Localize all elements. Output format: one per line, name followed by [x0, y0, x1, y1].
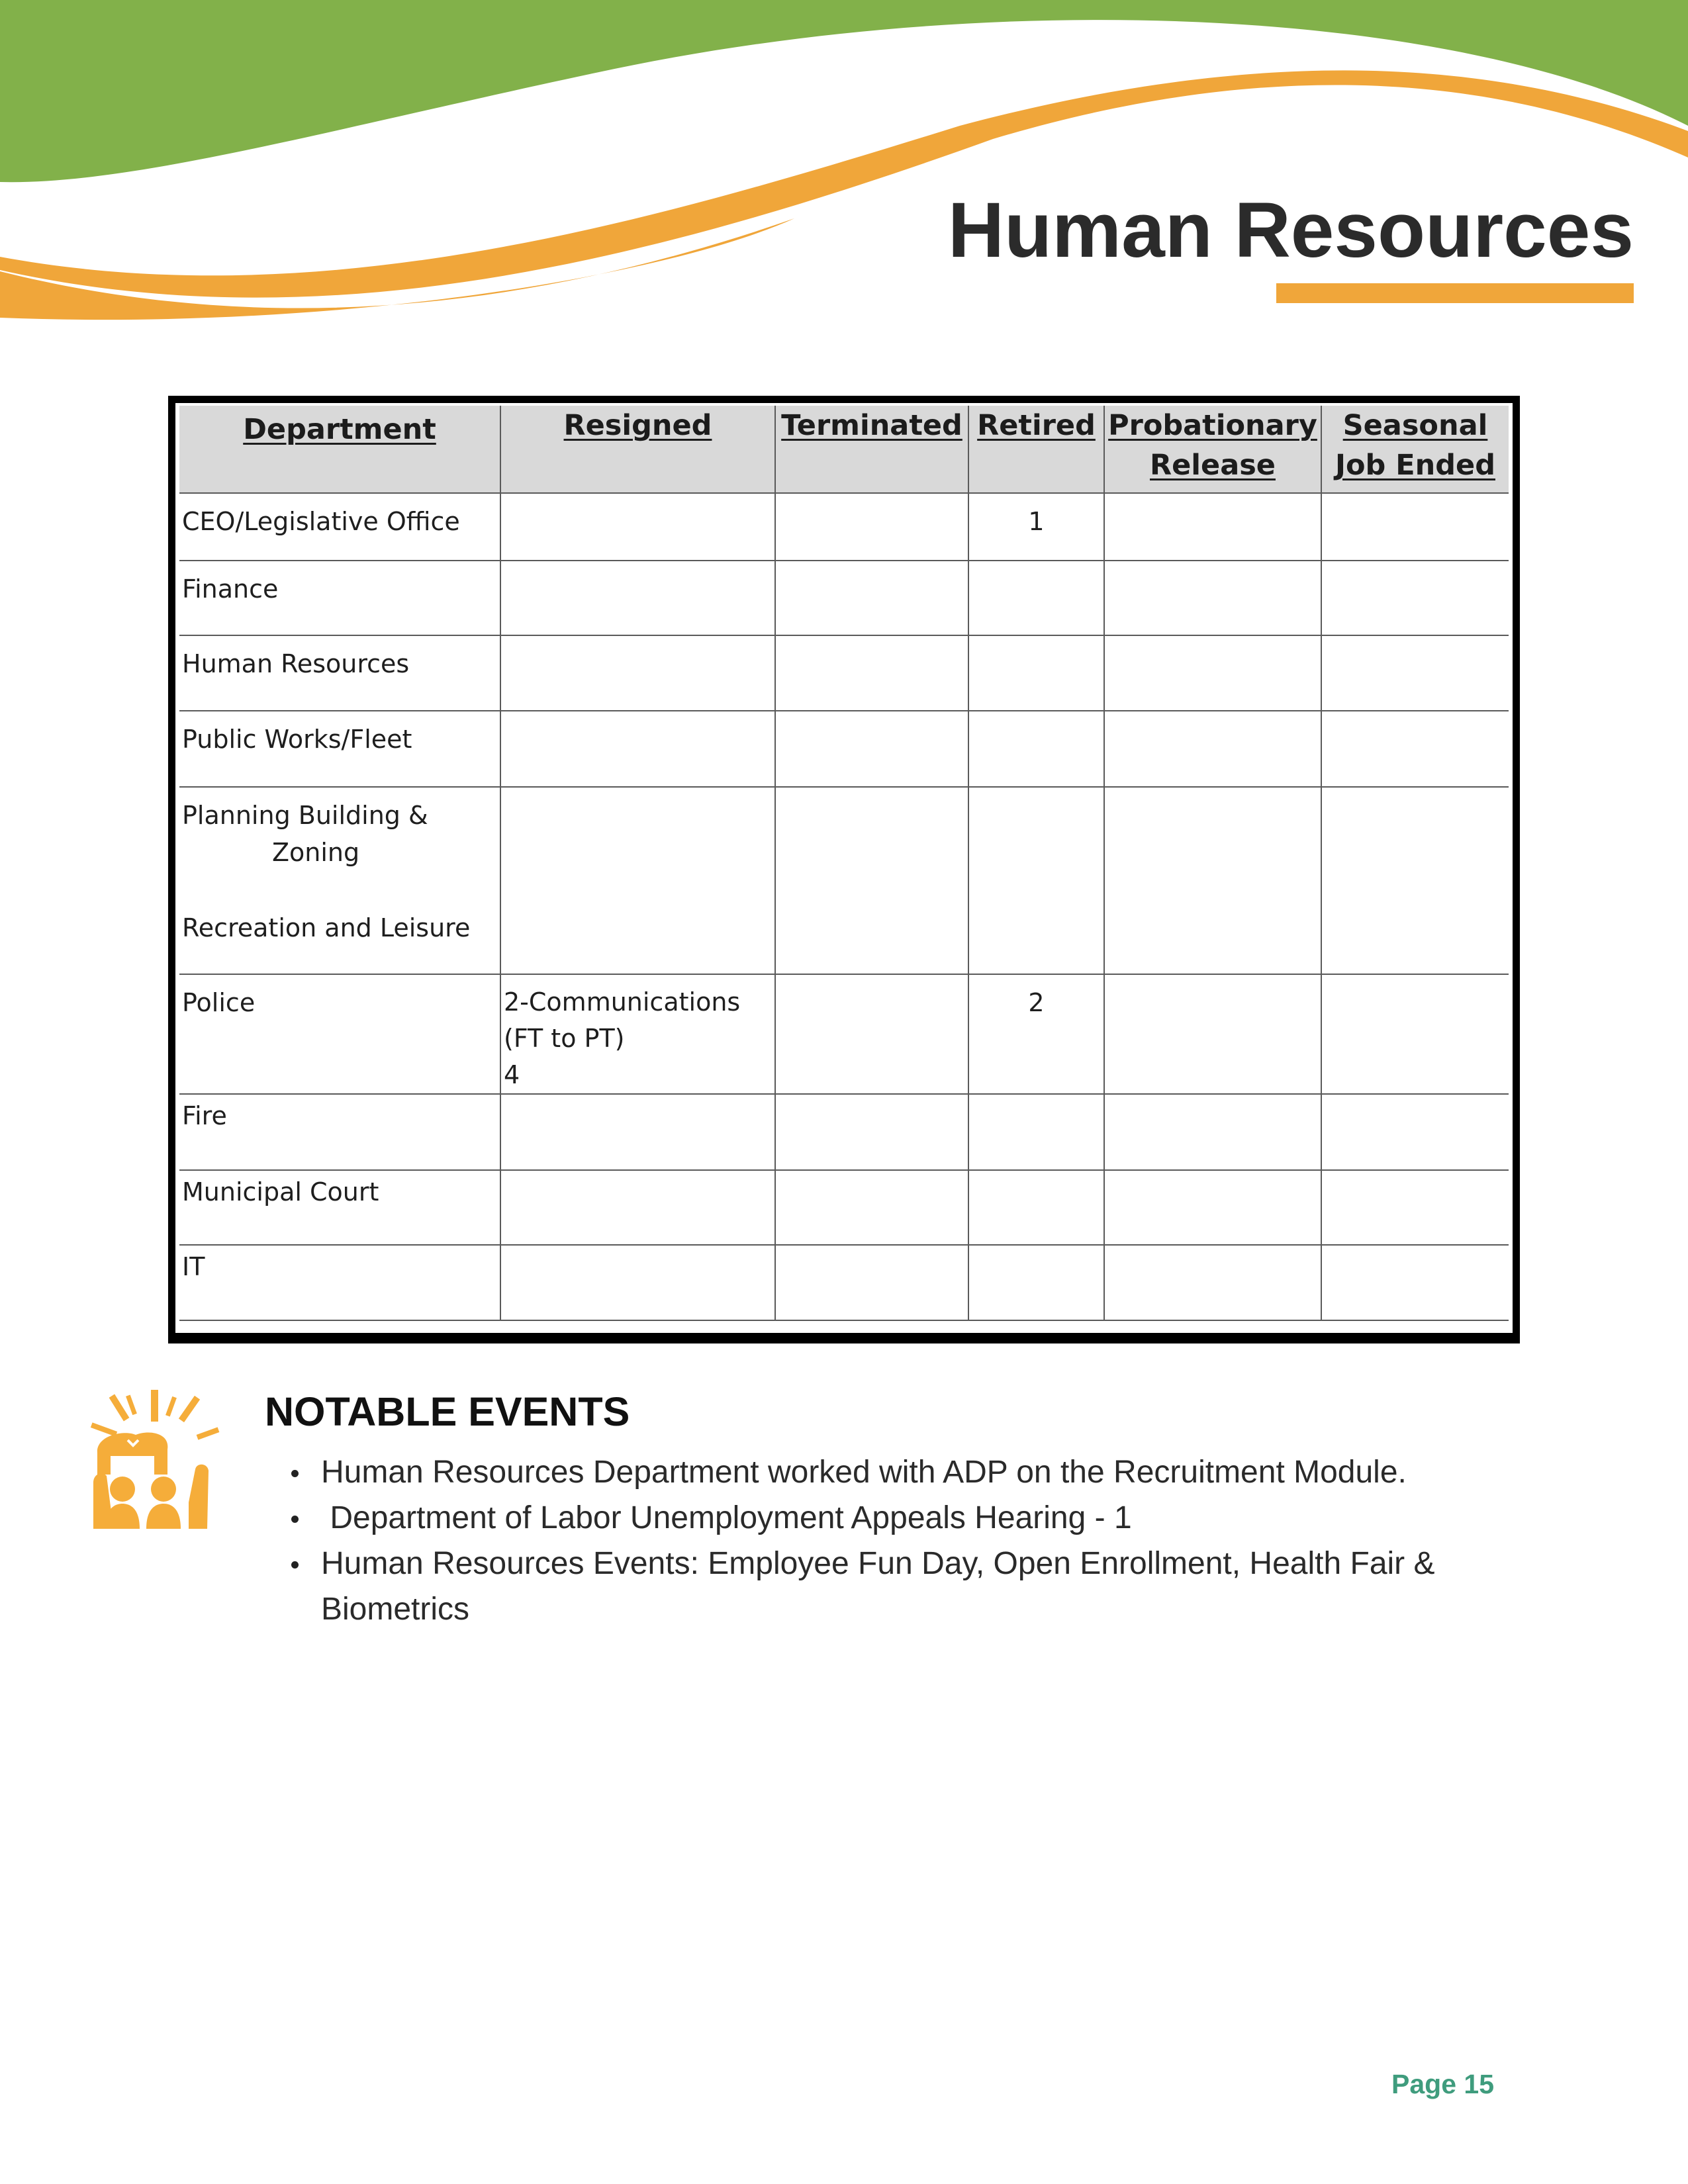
table-row [179, 1094, 1509, 1170]
resigned-cell [500, 1094, 775, 1170]
terminated-cell [775, 711, 968, 787]
retired-cell [968, 1170, 1104, 1245]
table-row [179, 635, 1509, 711]
probationary-cell [1104, 493, 1321, 561]
table-header-row [179, 406, 1509, 493]
separations-table [179, 406, 1509, 1321]
resigned-cell [500, 974, 775, 1094]
retired-cell: 1 [968, 493, 1104, 561]
seasonal-cell [1321, 1245, 1509, 1320]
page-number: Page 15 [1391, 2069, 1494, 2099]
list-item: Human Resources Events: Employee Fun Day, Open Enrollment, Health Fair & Biometrics [291, 1541, 1536, 1632]
resigned-line: 2-Communications [504, 987, 741, 1017]
department-cell: Fire [179, 1094, 500, 1170]
separations-table-frame [168, 396, 1520, 1343]
department-cell: IT [179, 1245, 500, 1320]
column-header-department: Department [179, 406, 500, 493]
seasonal-cell [1321, 635, 1509, 711]
department-cell: Police [179, 974, 500, 1094]
seasonal-cell [1321, 561, 1509, 635]
table-row [179, 787, 1509, 974]
seasonal-cell [1321, 711, 1509, 787]
probationary-cell [1104, 561, 1321, 635]
resigned-line: (FT to PT) [504, 1024, 625, 1053]
notable-events-list [291, 1449, 1536, 1632]
resigned-cell [500, 635, 775, 711]
table-row [179, 1170, 1509, 1245]
department-line: Zoning [272, 838, 360, 867]
resigned-cell [500, 493, 775, 561]
celebration-people-icon [89, 1390, 222, 1529]
seasonal-cell [1321, 1094, 1509, 1170]
terminated-cell [775, 1094, 968, 1170]
column-header-seasonal-job-ended: Seasonal Job Ended [1321, 406, 1509, 493]
probationary-cell [1104, 1094, 1321, 1170]
retired-cell [968, 787, 1104, 974]
department-cell: Human Resources [179, 635, 500, 711]
department-line: Planning Building & [182, 801, 428, 830]
terminated-cell [775, 635, 968, 711]
resigned-cell [500, 787, 775, 974]
retired-cell [968, 1245, 1104, 1320]
column-header-terminated: Terminated [775, 406, 968, 493]
terminated-cell [775, 561, 968, 635]
resigned-line: 4 [504, 1060, 520, 1089]
department-cell: Finance [179, 561, 500, 635]
department-cell: CEO/Legislative Office [179, 493, 500, 561]
probationary-cell [1104, 974, 1321, 1094]
seasonal-cell [1321, 493, 1509, 561]
page-title: Human Resources [947, 187, 1634, 274]
list-item: Human Resources Department worked with ADP on the Recruitment Module. [291, 1449, 1536, 1495]
title-underline [1276, 283, 1634, 303]
retired-cell [968, 711, 1104, 787]
terminated-cell [775, 974, 968, 1094]
retired-cell [968, 635, 1104, 711]
probationary-cell [1104, 1170, 1321, 1245]
department-line: Recreation and Leisure [182, 913, 471, 942]
table-row [179, 974, 1509, 1094]
notable-events-heading: NOTABLE EVENTS [265, 1389, 630, 1434]
table-row [179, 493, 1509, 561]
retired-cell [968, 1094, 1104, 1170]
probationary-cell [1104, 711, 1321, 787]
seasonal-cell [1321, 974, 1509, 1094]
terminated-cell [775, 787, 968, 974]
terminated-cell [775, 493, 968, 561]
department-cell [179, 787, 500, 974]
resigned-cell [500, 1170, 775, 1245]
resigned-cell [500, 561, 775, 635]
column-header-retired: Retired [968, 406, 1104, 493]
seasonal-cell [1321, 1170, 1509, 1245]
table-row [179, 711, 1509, 787]
column-header-resigned: Resigned [500, 406, 775, 493]
retired-cell: 2 [968, 974, 1104, 1094]
retired-cell [968, 561, 1104, 635]
table-row [179, 1245, 1509, 1320]
probationary-cell [1104, 787, 1321, 974]
probationary-cell [1104, 635, 1321, 711]
department-cell: Public Works/Fleet [179, 711, 500, 787]
probationary-cell [1104, 1245, 1321, 1320]
green-wave [0, 0, 1688, 182]
table-row [179, 561, 1509, 635]
seasonal-cell [1321, 787, 1509, 974]
terminated-cell [775, 1170, 968, 1245]
resigned-cell [500, 1245, 775, 1320]
terminated-cell [775, 1245, 968, 1320]
list-item: Department of Labor Unemployment Appeals Hearing - 1 [291, 1495, 1536, 1541]
column-header-probationary-release: Probationary Release [1104, 406, 1321, 493]
resigned-cell [500, 711, 775, 787]
department-cell: Municipal Court [179, 1170, 500, 1245]
